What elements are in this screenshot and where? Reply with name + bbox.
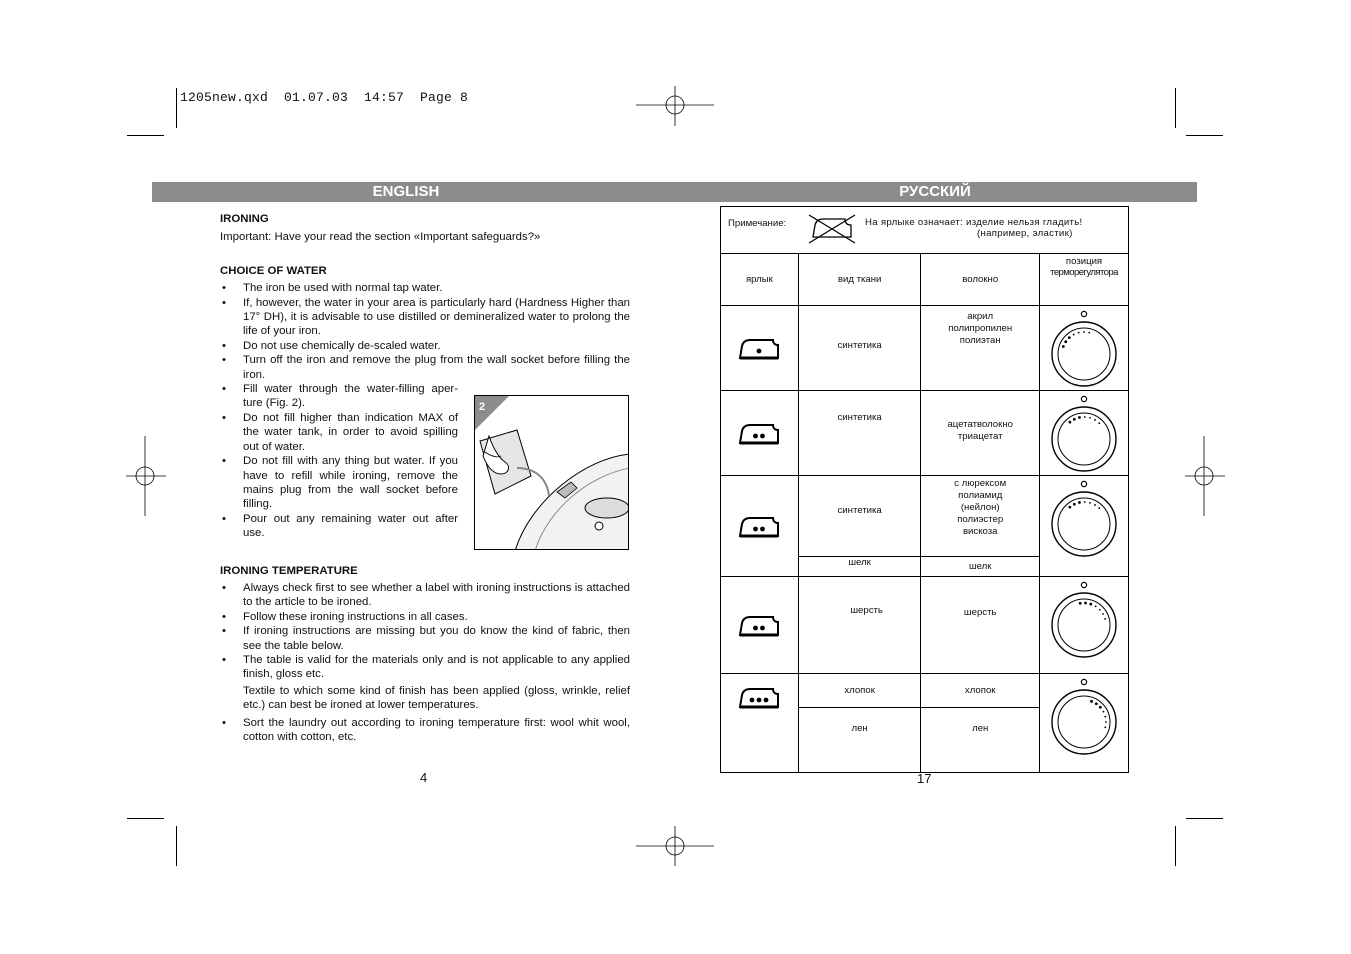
note-label: Примечание: — [728, 218, 787, 229]
dial-scale-dot — [1099, 706, 1102, 709]
row2-fiber: ацетатволокно — [947, 419, 1013, 430]
ironing-important: Important: Have your read the section «Important safeguards?» — [220, 231, 541, 244]
iron-dot — [761, 626, 766, 631]
dial-scale-dot — [1064, 340, 1067, 343]
dial-scale-dot — [1088, 332, 1090, 334]
dial-scale-dot — [1073, 418, 1076, 421]
col-header-fiber: волокно — [921, 254, 1040, 306]
dial-scale-dot — [1104, 716, 1106, 718]
no-iron-icon — [807, 213, 857, 245]
thermostat-dial-5 — [1040, 676, 1128, 758]
iron-dot — [750, 698, 755, 703]
dial-scale-dot — [1102, 613, 1104, 615]
row1-fiber: полиэтан — [959, 335, 1001, 346]
header-russian: РУССКИЙ — [899, 183, 971, 200]
water-bullet: • Fill water through the water-filling aper-ture (Fig. 2). — [220, 382, 458, 411]
dial-scale-dot — [1089, 603, 1092, 606]
dial-scale-dot — [1068, 506, 1071, 509]
dial-scale-dot — [1068, 421, 1071, 424]
water-title: CHOICE OF WATER — [220, 264, 327, 277]
dial-scale-dot — [1090, 700, 1093, 703]
dial-scale-dot — [1104, 726, 1106, 728]
row5-fiber-b: лен — [972, 723, 989, 734]
col-header-position-1: позиция — [1065, 256, 1103, 267]
dial-scale-dot — [1098, 507, 1100, 509]
iron-icon-1-dot — [721, 335, 798, 361]
iron-dot — [754, 527, 759, 532]
water-bullet: • Do not fill higher than indication MAX of the water tank, in order to avoid spilling out of water. — [220, 411, 458, 454]
dial-scale-dot — [1073, 334, 1075, 336]
dial-outer-ring — [1052, 593, 1116, 657]
iron-dot — [754, 626, 759, 631]
dial-scale-dot — [1094, 504, 1096, 506]
row2-fabric: синтетика — [837, 412, 882, 423]
temp-bullet: • The table is valid for the materials only and is not applicable to any applied finish, gloss etc. — [220, 653, 630, 682]
dial-scale-dot — [1094, 419, 1096, 421]
note-row — [721, 207, 1129, 254]
row4-fiber: шерсть — [963, 607, 997, 618]
dial-scale-dot — [1084, 602, 1087, 605]
row1-fiber: акрил — [967, 311, 994, 322]
dial-scale-dot — [1089, 502, 1091, 504]
row5-fiber-a: хлопок — [921, 674, 1040, 708]
iron-dot — [757, 698, 762, 703]
row3-fiber: полиамид — [958, 490, 1003, 501]
col-header-position-2: терморегулятора — [1050, 267, 1118, 278]
row1-fiber: полипропилен — [948, 323, 1013, 334]
row4-fabric: шерсть — [850, 605, 883, 616]
temp-bullet: • If ironing instructions are missing but you do know the kind of fabric, then see the table below. — [220, 624, 630, 653]
iron-icon-2-dots — [721, 420, 798, 446]
dial-scale-dot — [1104, 618, 1106, 620]
ironing-title: IRONING — [220, 213, 269, 225]
water-bullet: • Do not use chemically de-scaled water. — [220, 339, 630, 353]
dial-pointer-mark — [1081, 311, 1086, 316]
dial-scale-dot — [1078, 332, 1080, 334]
dial-scale-dot — [1084, 416, 1086, 418]
row3-fiber: (нейлон) — [960, 502, 1000, 513]
temp-note: Textile to which some kind of finish has been applied (gloss, wrinkle, relief etc.) can best be ironed at lower temperatures. — [243, 684, 630, 712]
dial-pointer-mark — [1081, 481, 1086, 486]
dial-scale-dot — [1084, 501, 1086, 503]
row2-fiber: триацетат — [957, 431, 1003, 442]
temp-title: IRONING TEMPERATURE — [220, 564, 358, 577]
dial-scale-dot — [1073, 503, 1076, 506]
header-english: ENGLISH — [372, 183, 440, 200]
iron-icon-2-dots — [721, 612, 798, 638]
dial-pointer-mark — [1081, 582, 1086, 587]
registration-mark-bottom — [636, 826, 716, 866]
col-header-fabric: вид ткани — [798, 254, 921, 306]
thermostat-dial-2 — [1040, 393, 1128, 475]
water-bullet: • Pour out any remaining water out after use. — [220, 512, 458, 541]
iron-dot — [761, 527, 766, 532]
dial-scale-dot — [1078, 501, 1081, 504]
dial-scale-dot — [1079, 602, 1082, 605]
dial-scale-dot — [1095, 605, 1097, 607]
water-bullet: • Turn off the iron and remove the plug from the wall socket before filling the iron. — [220, 353, 630, 382]
row3-fiber: полиэстер — [957, 514, 1004, 525]
dial-scale-dot — [1078, 416, 1081, 419]
dial-scale-dot — [1083, 331, 1085, 333]
col-header-label: ярлык — [721, 254, 799, 306]
registration-mark-top — [636, 86, 716, 126]
row3-fabric: синтетика — [837, 505, 882, 516]
water-bullet: • The iron be used with normal tap water. — [220, 281, 630, 295]
iron-dot — [754, 434, 759, 439]
iron-dot — [764, 698, 769, 703]
dial-scale-dot — [1105, 721, 1107, 723]
figure-2-water-filling — [474, 395, 629, 550]
temp-bullet: • Sort the laundry out according to ironing temperature first: wool whit wool, cotton with cotton, etc. — [220, 716, 630, 745]
page-number-right: 17 — [917, 771, 932, 786]
note-text-2: (например, эластик) — [977, 228, 1073, 239]
iron-dot — [761, 434, 766, 439]
registration-mark-left — [126, 436, 166, 516]
ironing-temperature-table — [720, 206, 1129, 773]
dial-pointer-mark — [1081, 679, 1086, 684]
water-bullet: • Do not fill with any thing but water. If you have to refill while ironing, remove the mains plug from the wall socket before filling. — [220, 454, 458, 512]
thermostat-dial-1 — [1040, 308, 1128, 390]
dial-pointer-mark — [1081, 396, 1086, 401]
row5-fabric-a: хлопок — [798, 674, 921, 708]
dial-scale-dot — [1068, 336, 1071, 339]
water-bullet: • If, however, the water in your area is particularly hard (Hardness Higher than 17° DH), it is advisable to use distilled or demineralized water to prolong the life of your iron. — [220, 296, 630, 339]
row3-silk-fiber: шелк — [921, 557, 1040, 577]
dial-scale-dot — [1095, 702, 1098, 705]
row5-fabric-b: лен — [851, 723, 868, 734]
dial-scale-dot — [1099, 609, 1101, 611]
dial-scale-dot — [1103, 711, 1105, 713]
thermostat-dial-4 — [1040, 579, 1128, 661]
iron-icon-3-dots — [721, 684, 798, 710]
figure-number: 2 — [479, 401, 486, 413]
temp-bullet: • Follow these ironing instructions in all cases. — [220, 610, 630, 624]
row1-fabric: синтетика — [837, 340, 882, 351]
row3-fiber: с люрексом — [954, 478, 1007, 489]
registration-mark-right — [1185, 436, 1225, 516]
dial-scale-dot — [1098, 422, 1100, 424]
iron-icon-2-dots — [721, 513, 798, 539]
slug-line: 1205new.qxd 01.07.03 14:57 Page 8 — [180, 90, 469, 105]
row3-fiber: вискоза — [962, 526, 998, 537]
dial-scale-dot — [1089, 417, 1091, 419]
iron-dot — [757, 349, 762, 354]
row3-silk-fabric: шелк — [798, 557, 921, 577]
temp-bullet: • Always check first to see whether a label with ironing instructions is attached to the article to be ironed. — [220, 581, 630, 610]
thermostat-dial-3 — [1040, 478, 1128, 560]
dial-scale-dot — [1062, 345, 1065, 348]
note-text-1: На ярлыке означает: изделие нельзя гладить! — [865, 217, 1083, 228]
page-number-left: 4 — [420, 770, 428, 785]
